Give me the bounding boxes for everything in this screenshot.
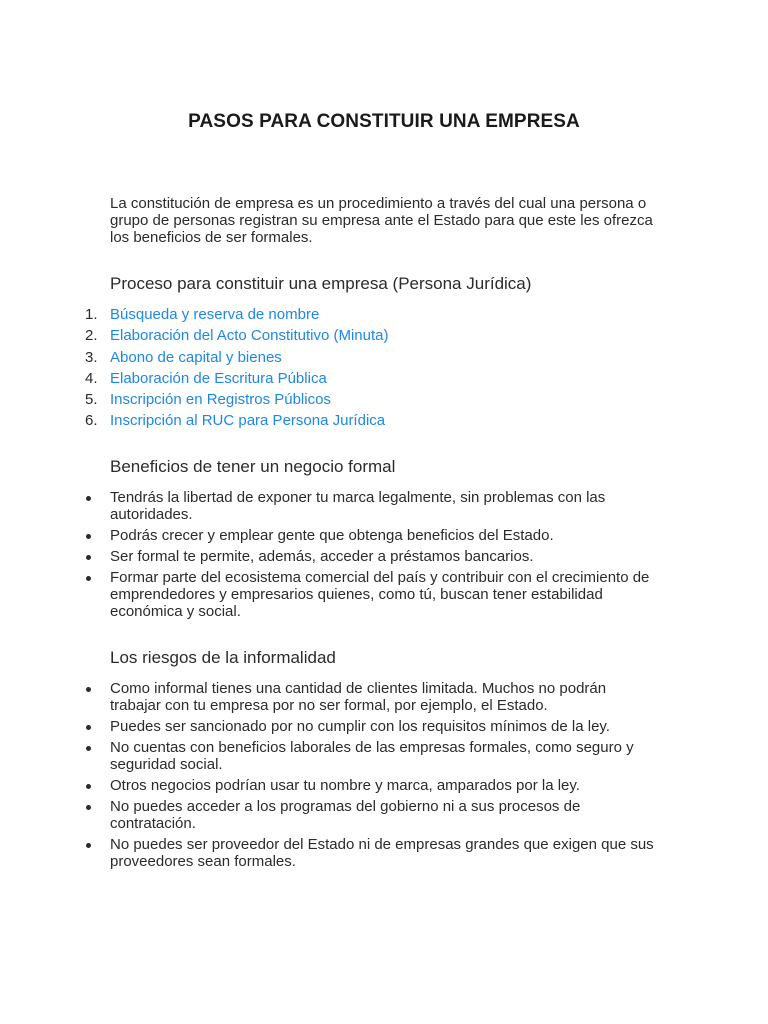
bullet-icon <box>86 555 91 560</box>
step-link-ruc[interactable]: Inscripción al RUC para Persona Jurídica <box>110 412 386 430</box>
list-item-text: Podrás crecer y emplear gente que obtenga beneficios del Estado. <box>110 527 554 544</box>
step-link-escritura-publica[interactable]: Elaboración de Escritura Pública <box>110 369 327 387</box>
list-number: 4. <box>85 369 98 387</box>
step-link-acto-constitutivo[interactable]: Elaboración del Acto Constitutivo (Minuta) <box>110 327 389 345</box>
benefits-list <box>0 489 700 624</box>
list-item <box>0 327 700 348</box>
list-item <box>0 836 700 870</box>
steps-list <box>0 306 700 434</box>
list-item <box>0 391 700 412</box>
bullet-icon <box>86 784 91 789</box>
section-heading-riesgos: Los riesgos de la informalidad <box>110 648 336 667</box>
bullet-icon <box>86 843 91 848</box>
list-number: 1. <box>85 306 98 323</box>
list-item <box>0 370 700 391</box>
list-item <box>0 718 700 735</box>
bullet-icon <box>86 576 91 581</box>
list-number: 5. <box>85 391 98 409</box>
intro-paragraph: La constitución de empresa es un procedimiento a través del cual una persona o grupo de personas registran su empresa ante el Estado para que este les ofrezca los beneficios de ser formales. <box>110 195 653 246</box>
section-heading-proceso: Proceso para constituir una empresa (Persona Jurídica) <box>110 274 532 293</box>
list-item-text: Puedes ser sancionado por no cumplir con los requisitos mínimos de la ley. <box>110 718 610 735</box>
bullet-icon <box>86 746 91 751</box>
list-item <box>0 548 700 565</box>
bullet-icon <box>86 496 91 501</box>
list-number: 6. <box>85 412 98 430</box>
list-item <box>0 798 700 832</box>
list-item-text: Formar parte del ecosistema comercial del país y contribuir con el crecimiento de emprendedores y empresarios quienes, como tú, buscan tener estabilidad económica y social. <box>110 569 650 620</box>
list-number: 2. <box>85 327 98 345</box>
list-item <box>0 739 700 773</box>
step-link-busqueda[interactable]: Búsqueda y reserva de nombre <box>110 306 320 323</box>
list-item <box>0 569 700 620</box>
bullet-icon <box>86 687 91 692</box>
document-title: PASOS PARA CONSTITUIR UNA EMPRESA <box>188 111 580 132</box>
list-item <box>0 349 700 370</box>
section-heading-beneficios: Beneficios de tener un negocio formal <box>110 457 396 476</box>
list-item-text: Otros negocios podrían usar tu nombre y marca, amparados por la ley. <box>110 777 580 794</box>
risks-list <box>0 680 700 874</box>
list-item <box>0 777 700 794</box>
list-item <box>0 489 700 523</box>
list-number: 3. <box>85 348 98 366</box>
list-item <box>0 527 700 544</box>
bullet-icon <box>86 534 91 539</box>
list-item-text: No puedes acceder a los programas del gobierno ni a sus procesos de contratación. <box>110 798 581 832</box>
bullet-icon <box>86 805 91 810</box>
list-item-text: Como informal tienes una cantidad de clientes limitada. Muchos no podrán trabajar con tu empresa por no ser formal, por ejemplo, el Estado. <box>110 680 607 714</box>
step-link-registros-publicos[interactable]: Inscripción en Registros Públicos <box>110 391 331 409</box>
list-item <box>0 412 700 433</box>
list-item-text: Tendrás la libertad de exponer tu marca legalmente, sin problemas con las autoridades. <box>110 489 606 523</box>
list-item <box>0 306 700 327</box>
bullet-icon <box>86 725 91 730</box>
list-item <box>0 680 700 714</box>
list-item-text: No puedes ser proveedor del Estado ni de empresas grandes que exigen que sus proveedores sean formales. <box>110 836 654 870</box>
list-item-text: No cuentas con beneficios laborales de las empresas formales, como seguro y seguridad social. <box>110 739 634 773</box>
list-item-text: Ser formal te permite, además, acceder a préstamos bancarios. <box>110 548 534 565</box>
step-link-abono-capital[interactable]: Abono de capital y bienes <box>110 348 282 366</box>
